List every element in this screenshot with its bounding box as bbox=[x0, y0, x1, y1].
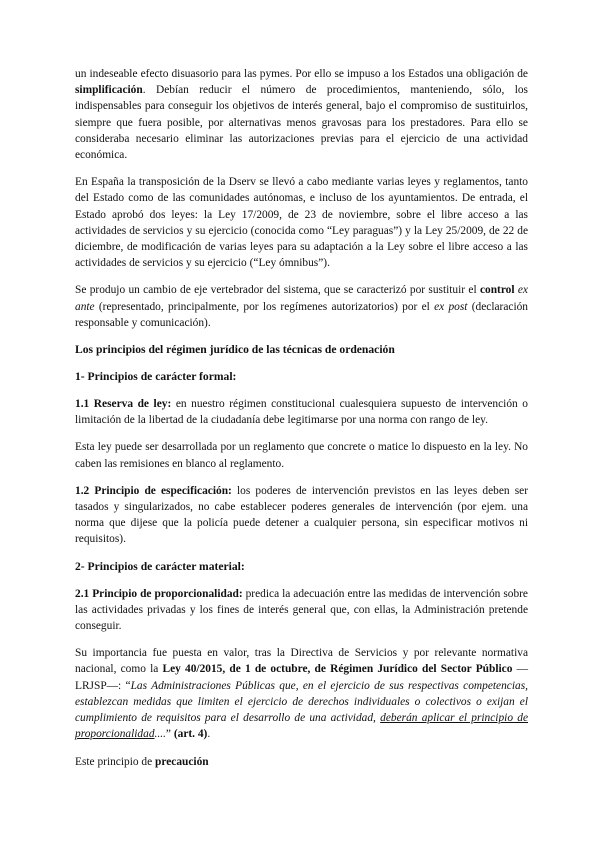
text: ” bbox=[165, 728, 174, 741]
paragraph-desarrollo-reglamento bbox=[75, 439, 528, 471]
paragraph-simplificacion bbox=[75, 66, 528, 163]
bold-term: Ley 40/2015, de 1 de octubre, de Régimen Jurídico del Sector Público bbox=[162, 663, 513, 676]
text: Este principio de bbox=[75, 755, 156, 768]
italic-term: ex post bbox=[434, 300, 468, 313]
paragraph-reserva-ley bbox=[75, 396, 528, 428]
bold-term: precaución bbox=[155, 755, 209, 768]
paragraph-lrjsp bbox=[75, 645, 528, 742]
text: —LRJSP—: “ bbox=[75, 663, 528, 692]
text: (representado, principalmente, por los regímenes autorizatorios) por el bbox=[94, 300, 435, 313]
text: en nuestro régimen constitucional cualesquiera supuesto de intervención o limitación de la libertad de la ciudadanía debe legitimarse por una norma con rango de ley. bbox=[75, 398, 528, 427]
paragraph-especificacion bbox=[75, 483, 528, 548]
document-page bbox=[75, 66, 528, 770]
text: . bbox=[207, 728, 211, 741]
subsection-heading-material: 2- Principios de carácter material: bbox=[75, 559, 245, 573]
bold-article-ref: (art. 4) bbox=[173, 728, 208, 741]
italic-quote: .... bbox=[154, 728, 166, 741]
underlined-quote: deberán aplicar el principio de proporcionalidad bbox=[75, 712, 529, 741]
text: un indeseable efecto disuasorio para las pymes. Por ello se impuso a los Estados una obligación de bbox=[75, 68, 528, 80]
italic-quote: Las Administraciones Públicas que, en el ejercicio de sus respectivas competencias, establezcan medidas que limiten el ejercicio de derechos individuales o colectivos o exijan el cumplimiento de requisitos para el desarrollo de una actividad, bbox=[75, 679, 528, 725]
text: (declaración responsable y comunicación). bbox=[75, 300, 528, 329]
text: predica la adecuación entre las medidas de intervención sobre las actividades privadas y los fines de interés general que, con ellas, la Administración pretende conseguir. bbox=[75, 587, 528, 633]
text: Su importancia fue puesta en valor, tras la Directiva de Servicios y por relevante normativa nacional, como la bbox=[75, 647, 528, 676]
paragraph-transposicion bbox=[75, 174, 528, 271]
text: Se produjo un cambio de eje vertebrador del sistema, que se caracterizó por sustituir el bbox=[75, 284, 480, 297]
text: los poderes de intervención previstos en las leyes deben ser tasados y singularizados, no cabe establecer poderes generales de intervención (por ejem. una norma que dijese que la policía puede detener a cualquier persona, sin especificar motivos ni requisitos). bbox=[75, 484, 529, 546]
text: En España la transposición de la Dserv se llevó a cabo mediante varias leyes y reglamentos, tanto del Estado como de las comunidades autónomas, e incluso de los ayuntamientos. De entrada, el Estado aprobó dos leyes: la Ley 17/2009, de 23 de noviembre, sobre el libre acceso a las actividades de servicios y su ejercicio (conocida como “Ley paraguas”) y la Ley 25/2009, de 22 de diciembre, de modificación de varias leyes para su adaptación a la Ley sobre el libre acceso a las actividades de servicios y su ejercicio (“Ley ómnibus”). bbox=[75, 176, 528, 270]
paragraph-precaucion bbox=[75, 754, 528, 770]
subsection-heading-formal: 1- Principios de carácter formal: bbox=[75, 370, 237, 384]
text: Esta ley puede ser desarrollada por un reglamento que concrete o matice lo dispuesto en la ley. No caben las remisiones en blanco al reglamento. bbox=[75, 441, 528, 470]
bold-term: 2.1 Principio de proporcionalidad: bbox=[75, 587, 243, 600]
bold-term: control bbox=[479, 284, 515, 297]
paragraph-cambio-eje bbox=[75, 282, 528, 331]
section-heading-principios: Los principios del régimen jurídico de las técnicas de ordenación bbox=[75, 343, 395, 357]
paragraph-proporcionalidad bbox=[75, 586, 528, 635]
bold-term: 1.2 Principio de especificación: bbox=[75, 484, 232, 497]
bold-term: 1.1 Reserva de ley: bbox=[75, 398, 172, 411]
italic-term: ex ante bbox=[75, 284, 528, 313]
text: . Debían reducir el número de procedimientos, manteniendo, sólo, los indispensables para conseguir los objetivos de interés general, bajo el compromiso de sustituirlos, siempre que fuera posible, por alternativas menos gravosas para los prestadores. Para ello se consideraba necesario eliminar las autorizaciones previas para el ejercicio de una actividad económica. bbox=[75, 84, 528, 162]
bold-term: simplificación bbox=[75, 84, 143, 97]
